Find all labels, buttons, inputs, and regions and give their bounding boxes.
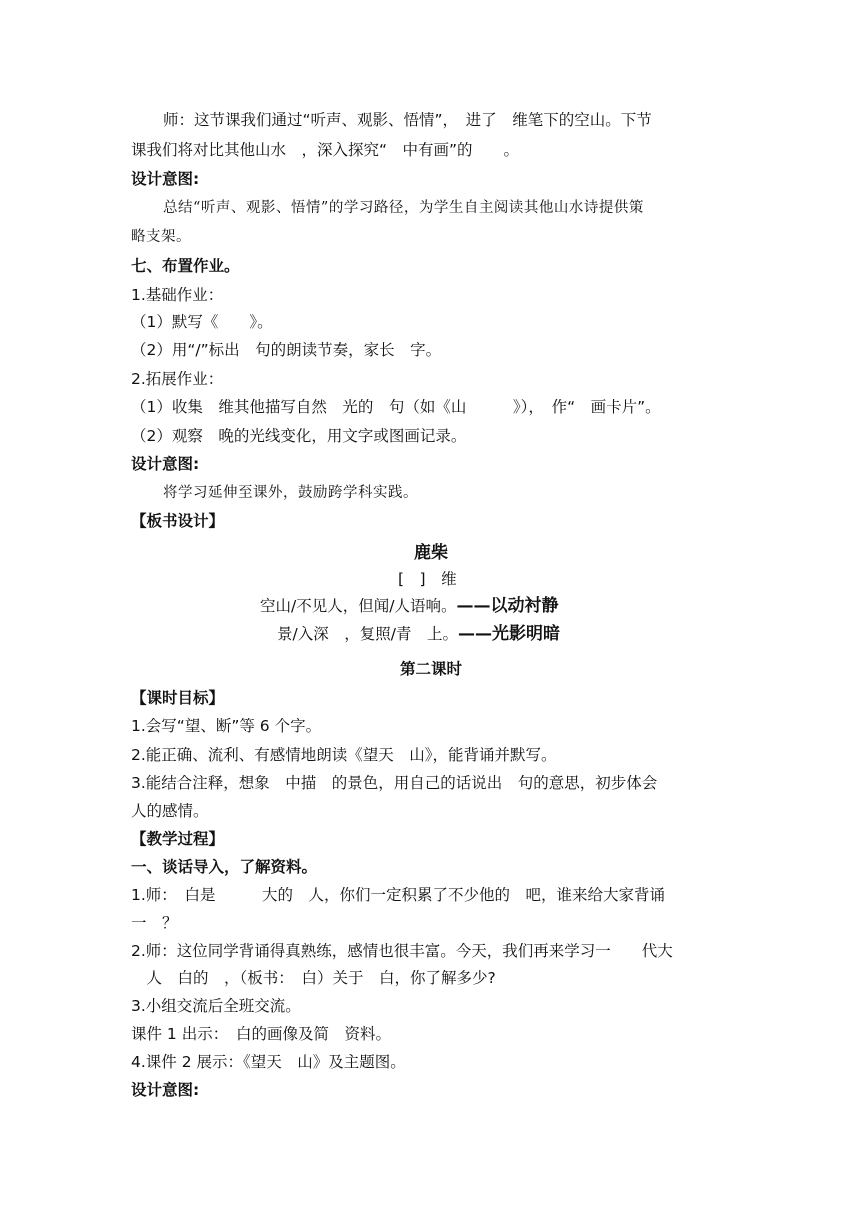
board-poem-title: 鹿柴 (414, 543, 448, 563)
lesson-2-title: 第二课时 (399, 660, 462, 678)
basic-homework-item-2: （2）用“/”标出 句的朗读节奏，家长 字。 (131, 341, 442, 359)
objective-1: 1.会写“望、断”等 6 个字。 (131, 717, 322, 735)
teacher-summary-line-2: 课我们将对比其他山水 ，深入探究“ 中有画”的 。 (131, 141, 520, 159)
board-line-1-note: ——以动衬静 (456, 596, 559, 616)
homework-heading: 七、布置作业。 (131, 257, 240, 275)
objective-2: 2.能正确、流利、有感情地朗读《望天 山》，能背诵并默写。 (131, 746, 557, 764)
extended-homework-item-2: （2）观察 晚的光线变化，用文字或图画记录。 (131, 427, 467, 445)
design-intent-text-line-2: 略支架。 (131, 229, 191, 245)
process-item-2-line-1: 2.师：这位同学背诵得真熟练，感情也很丰富。今天，我们再来学习一 代大 (131, 942, 673, 960)
homework-design-intent-text: 将学习延伸至课外，鼓励跨学科实践。 (163, 485, 418, 501)
process-item-1-line-2: 一 ？ (131, 914, 178, 932)
process-item-2-line-2: 人 白的 ，（板书： 白）关于 白，你了解多少? (131, 969, 496, 987)
process-item-3: 3.小组交流后全班交流。 (131, 997, 301, 1015)
board-design-heading: 【板书设计】 (131, 512, 225, 530)
teaching-process-heading: 【教学过程】 (131, 830, 225, 848)
process-item-4: 4.课件 2 展示：《望天 山》及主题图。 (131, 1053, 406, 1071)
courseware-1: 课件 1 出示： 白的画像及简 资料。 (131, 1025, 391, 1043)
lesson-objectives-heading: 【课时目标】 (131, 689, 225, 707)
process-item-1-line-1: 1.师： 白是 大的 人，你们一定积累了不少他的 吧，谁来给大家背诵 (131, 886, 666, 904)
teacher-summary-line-1: 师：这节课我们通过“听声、观影、悟情”， 进了 维笔下的空山。下节 (163, 111, 652, 129)
lesson-2-design-intent-label: 设计意图: (131, 1081, 200, 1099)
board-line-1-text: 空山/不见人，但闻/人语响。 (260, 597, 457, 615)
basic-homework-item-1: （1）默写《 》。 (131, 313, 273, 331)
extended-homework-item-1: （1）收集 维其他描写自然 光的 句（如《山 》）， 作“ 画卡片”。 (131, 398, 661, 416)
step-1-heading: 一、谈话导入，了解资料。 (131, 858, 318, 876)
board-line-2 (277, 623, 560, 645)
design-intent-label: 设计意图: (131, 170, 200, 188)
design-intent-text-line-1: 总结“听声、观影、悟情”的学习路径，为学生自主阅读其他山水诗提供策 (163, 200, 644, 216)
homework-design-intent-label: 设计意图: (131, 455, 200, 473)
board-line-1 (260, 595, 558, 617)
objective-3-line-2: 人的感情。 (131, 802, 209, 820)
extended-homework-title: 2.拓展作业： (131, 370, 224, 388)
objective-3-line-1: 3.能结合注释，想象 中描 的景色，用自己的话说出 句的意思，初步体会 (131, 774, 658, 792)
board-line-2-text: 景/入深 ，复照/青 上。 (277, 625, 458, 643)
basic-homework-title: 1.基础作业： (131, 286, 224, 304)
board-line-2-note: ——光影明暗 (457, 624, 560, 644)
board-poem-author: [ ] 维 (398, 570, 457, 588)
